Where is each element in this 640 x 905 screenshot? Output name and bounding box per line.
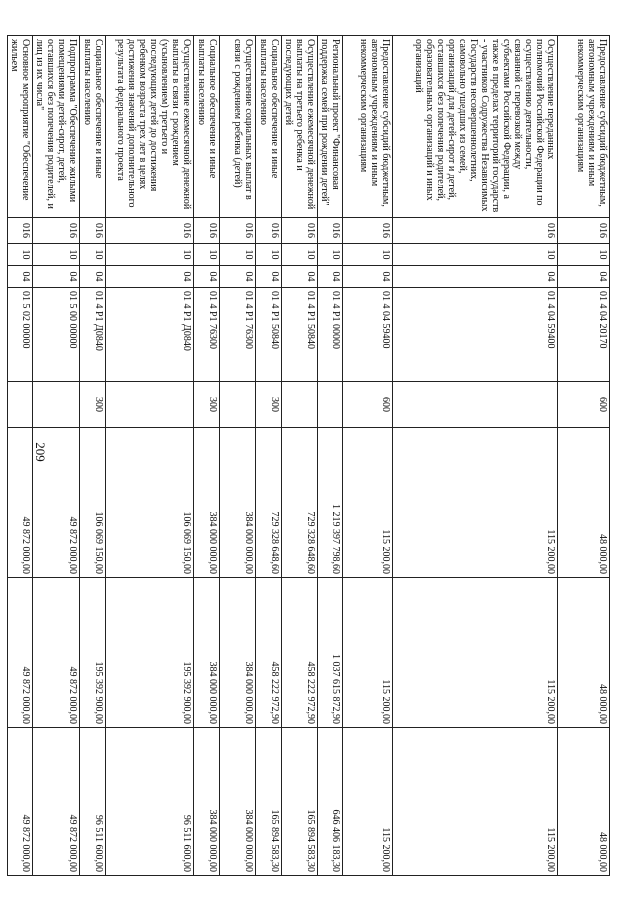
subsection-code: 04	[8, 266, 33, 288]
section-code: 10	[106, 244, 194, 266]
ministry-code: 016	[194, 218, 220, 244]
ministry-code: 016	[393, 218, 558, 244]
expense-type-code: 600	[343, 382, 393, 428]
section-code: 10	[318, 244, 343, 266]
subsection-code: 04	[194, 266, 220, 288]
target-article-code: 01 4 P1 Д0840	[106, 288, 194, 382]
ministry-code: 016	[106, 218, 194, 244]
ministry-code: 016	[343, 218, 393, 244]
amount-year-1: 49 872 000,00	[33, 428, 80, 578]
expense-type-code: 300	[194, 382, 220, 428]
amount-year-2: 195 392 900,00	[106, 578, 194, 728]
amount-year-1: 115 200,00	[393, 428, 558, 578]
subsection-code: 04	[220, 266, 256, 288]
row-name: Региональный проект "Финансовая поддержка семей при рождении детей"	[318, 36, 343, 218]
row-name: Предоставление субсидий бюджетным, автономным учреждениям и иным некоммерческим организациям	[343, 36, 393, 218]
target-article-code: 01 4 P1 76300	[194, 288, 220, 382]
row-name: Подпрограмма "Обеспечение жилыми помещениями детей-сирот, детей, оставшихся без попечения родителей, и лиц из их числа"	[33, 36, 80, 218]
amount-year-1: 48 000,00	[558, 428, 610, 578]
expense-type-code: 300	[256, 382, 282, 428]
table-row	[558, 36, 610, 876]
row-name: Социальное обеспечение и иные выплаты населению	[194, 36, 220, 218]
expense-type-code	[106, 382, 194, 428]
amount-year-3: 646 406 183,30	[318, 728, 343, 876]
amount-year-2: 458 222 972,90	[256, 578, 282, 728]
section-code: 10	[220, 244, 256, 266]
amount-year-2: 458 222 972,90	[282, 578, 318, 728]
amount-year-3: 96 511 600,00	[80, 728, 106, 876]
amount-year-2: 49 872 000,00	[8, 578, 33, 728]
amount-year-3: 49 872 000,00	[8, 728, 33, 876]
expense-type-code	[8, 382, 33, 428]
amount-year-2: 115 200,00	[343, 578, 393, 728]
amount-year-3: 96 511 600,00	[106, 728, 194, 876]
expense-type-code	[220, 382, 256, 428]
subsection-code: 04	[80, 266, 106, 288]
table-row	[33, 36, 80, 876]
amount-year-1: 384 000 000,00	[220, 428, 256, 578]
amount-year-3: 384 000 000,00	[194, 728, 220, 876]
table-row	[282, 36, 318, 876]
ministry-code: 016	[220, 218, 256, 244]
target-article-code: 01 4 04 59400	[393, 288, 558, 382]
row-name: Предоставление субсидий бюджетным, автономным учреждениям и иным некоммерческим организациям	[558, 36, 610, 218]
section-code: 10	[343, 244, 393, 266]
amount-year-1: 1 219 397 798,60	[318, 428, 343, 578]
ministry-code: 016	[256, 218, 282, 244]
ministry-code: 016	[318, 218, 343, 244]
amount-year-1: 106 069 150,00	[106, 428, 194, 578]
section-code: 10	[393, 244, 558, 266]
amount-year-3: 48 000,00	[558, 728, 610, 876]
table-row	[220, 36, 256, 876]
subsection-code: 04	[558, 266, 610, 288]
ministry-code: 016	[558, 218, 610, 244]
amount-year-2: 384 000 000,00	[220, 578, 256, 728]
table-row	[343, 36, 393, 876]
amount-year-1: 106 069 150,00	[80, 428, 106, 578]
row-name: Осуществление ежемесячной денежной выплаты на третьего ребенка и последующих детей	[282, 36, 318, 218]
row-name: Социальное обеспечение и иные выплаты населению	[256, 36, 282, 218]
row-name: Основное мероприятие "Обеспечение жильем	[8, 36, 33, 218]
subsection-code: 04	[343, 266, 393, 288]
amount-year-3: 115 200,00	[343, 728, 393, 876]
section-code: 10	[282, 244, 318, 266]
expense-type-code	[318, 382, 343, 428]
amount-year-1: 49 872 000,00	[8, 428, 33, 578]
row-name: Осуществление социальных выплат в связи с рождением ребенка (детей)	[220, 36, 256, 218]
amount-year-1: 384 000 000,00	[194, 428, 220, 578]
ministry-code: 016	[80, 218, 106, 244]
ministry-code: 016	[282, 218, 318, 244]
expense-type-code	[33, 382, 80, 428]
amount-year-2: 384 000 000,00	[194, 578, 220, 728]
subsection-code: 04	[393, 266, 558, 288]
subsection-code: 04	[106, 266, 194, 288]
amount-year-2: 195 392 900,00	[80, 578, 106, 728]
amount-year-3: 165 894 583,30	[256, 728, 282, 876]
expense-type-code: 600	[558, 382, 610, 428]
budget-table-body	[8, 36, 610, 876]
page-number: 209	[33, 442, 48, 462]
expense-type-code: 300	[80, 382, 106, 428]
amount-year-1: 115 200,00	[343, 428, 393, 578]
section-code: 10	[80, 244, 106, 266]
table-row	[318, 36, 343, 876]
section-code: 10	[33, 244, 80, 266]
subsection-code: 04	[33, 266, 80, 288]
row-name: Социальное обеспечение и иные выплаты населению	[80, 36, 106, 218]
table-row	[256, 36, 282, 876]
subsection-code: 04	[318, 266, 343, 288]
amount-year-3: 384 000 000,00	[220, 728, 256, 876]
row-name: Осуществление ежемесячной денежной выплаты в связи с рождением (усыновлением) третьего и последующих детей до достижения ребенком возраста трех лет в целях достижения значений дополнительного результата федерального проекта	[106, 36, 194, 218]
amount-year-1: 729 328 648,60	[256, 428, 282, 578]
amount-year-2: 49 872 000,00	[33, 578, 80, 728]
target-article-code: 01 4 P1 50840	[256, 288, 282, 382]
target-article-code: 01 4 P1 Д0840	[80, 288, 106, 382]
target-article-code: 01 4 P1 50840	[282, 288, 318, 382]
expense-type-code	[282, 382, 318, 428]
amount-year-2: 115 200,00	[393, 578, 558, 728]
target-article-code: 01 4 04 59400	[343, 288, 393, 382]
ministry-code: 016	[8, 218, 33, 244]
table-row	[80, 36, 106, 876]
target-article-code: 01 4 04 20170	[558, 288, 610, 382]
target-article-code: 01 5 00 00000	[33, 288, 80, 382]
amount-year-2: 48 000,00	[558, 578, 610, 728]
amount-year-3: 115 200,00	[393, 728, 558, 876]
target-article-code: 01 5 02 00000	[8, 288, 33, 382]
target-article-code: 01 4 P1 00000	[318, 288, 343, 382]
expense-type-code	[393, 382, 558, 428]
subsection-code: 04	[282, 266, 318, 288]
budget-table	[7, 35, 610, 876]
table-row	[8, 36, 33, 876]
table-row	[194, 36, 220, 876]
table-row	[106, 36, 194, 876]
target-article-code: 01 4 P1 76300	[220, 288, 256, 382]
section-code: 10	[194, 244, 220, 266]
table-row	[393, 36, 558, 876]
row-name: Осуществление переданных полномочий Российской Федерации по осуществлению деятельности, связанной с перевозкой между субъектами Российской Федерации, а также в пределах территорий государств - участников Содружества Независимых Государств несовершеннолетних, самовольно ушедших из семей, организаций для детей-сирот и детей, оставшихся без попечения родителей, образовательных организаций и иных организаций	[393, 36, 558, 218]
section-code: 10	[558, 244, 610, 266]
amount-year-3: 49 872 000,00	[33, 728, 80, 876]
amount-year-1: 729 328 648,60	[282, 428, 318, 578]
amount-year-2: 1 037 615 872,90	[318, 578, 343, 728]
amount-year-3: 165 894 583,30	[282, 728, 318, 876]
section-code: 10	[256, 244, 282, 266]
ministry-code: 016	[33, 218, 80, 244]
section-code: 10	[8, 244, 33, 266]
subsection-code: 04	[256, 266, 282, 288]
